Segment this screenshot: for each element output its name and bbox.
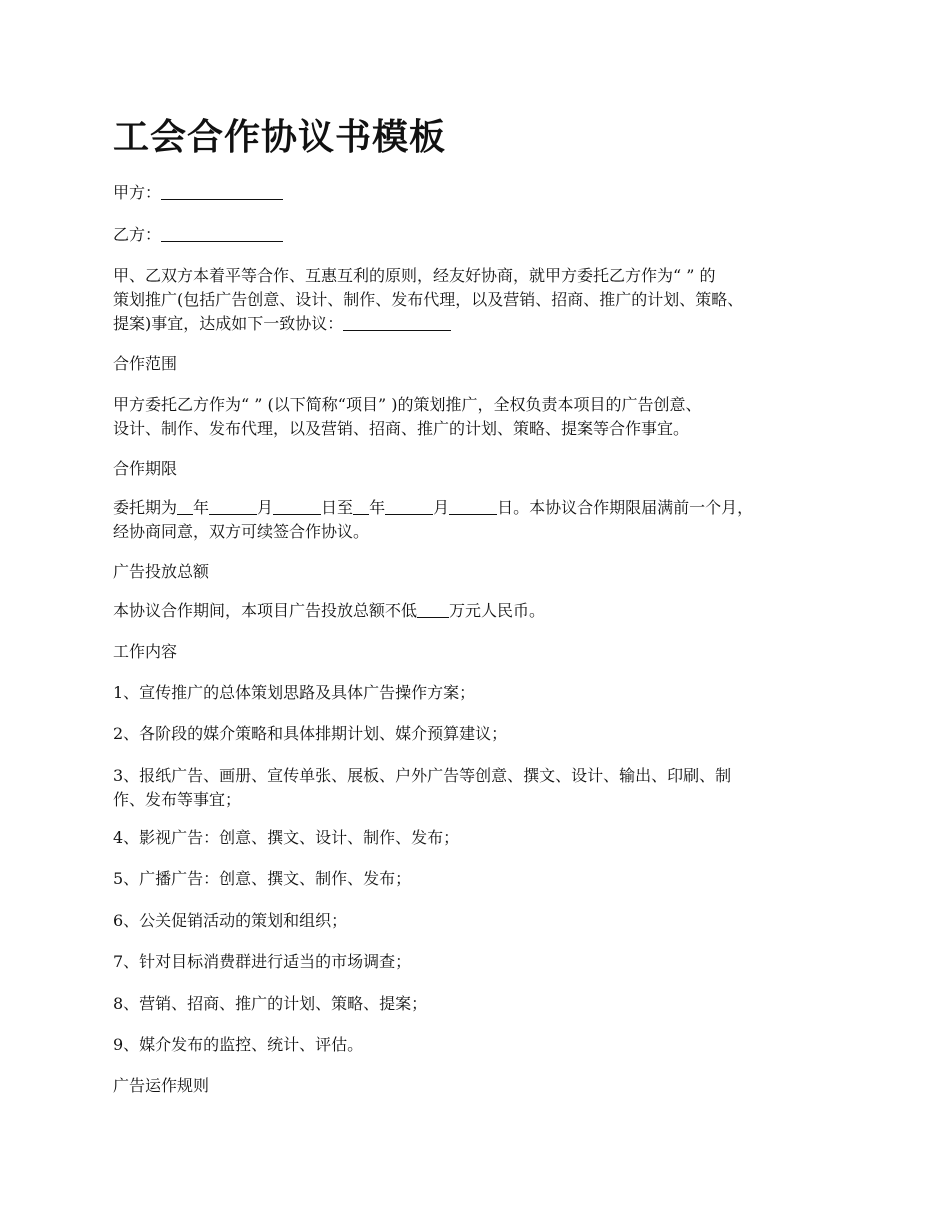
term-text-d: 日至 — [321, 498, 354, 517]
budget-amount-blank — [417, 601, 449, 618]
intro-line-3-text: 提案)事宜，达成如下一致协议： — [113, 314, 344, 333]
term-text-a: 委托期为 — [113, 498, 178, 517]
work-item-4: 4、影视广告：创意、撰文、设计、制作、发布； — [113, 828, 460, 847]
budget-line — [113, 599, 855, 622]
intro-blank — [343, 314, 451, 331]
document-title: 工会合作协议书模板 — [113, 116, 447, 158]
term-text-g: 日。本协议合作期限届满前一个月， — [497, 498, 754, 517]
party-a-blank — [161, 183, 283, 200]
work-item-5: 5、广播广告：创意、撰文、制作、发布； — [113, 869, 412, 888]
term-month-blank-2 — [385, 498, 433, 515]
work-item-2: 2、各阶段的媒介策略和具体排期计划、媒介预算建议； — [113, 724, 508, 743]
term-text-e: 年 — [369, 498, 386, 517]
term-line-1 — [113, 496, 855, 519]
work-item-1: 1、宣传推广的总体策划思路及具体广告操作方案； — [113, 683, 476, 702]
party-a-line — [113, 181, 855, 204]
work-heading: 工作内容 — [113, 642, 178, 661]
term-text-b: 年 — [193, 498, 210, 517]
intro-line-1: 甲、乙双方本着平等合作、互惠互利的原则，经友好协商，就甲方委托乙方作为“ ” 的 — [113, 266, 716, 285]
budget-heading: 广告投放总额 — [113, 562, 210, 581]
party-b-blank — [161, 225, 283, 242]
work-item-8: 8、营销、招商、推广的计划、策略、提案； — [113, 994, 428, 1013]
term-year-blank-2 — [353, 498, 369, 515]
work-item-7: 7、针对目标消费群进行适当的市场调查； — [113, 952, 412, 971]
work-item-3-line-2: 作、发布等事宜； — [113, 790, 242, 809]
party-b-line — [113, 223, 855, 246]
scope-heading: 合作范围 — [113, 354, 178, 373]
intro-line-2: 策划推广(包括广告创意、设计、制作、发布代理，以及营销、招商、推广的计划、策略、 — [113, 290, 744, 309]
scope-line-1: 甲方委托乙方作为“ ” (以下简称“项目” )的策划推广，全权负责本项目的广告创意、 — [113, 395, 702, 414]
work-item-9: 9、媒介发布的监控、统计、评估。 — [113, 1035, 364, 1054]
term-month-blank-1 — [209, 498, 257, 515]
scope-line-2: 设计、制作、发布代理，以及营销、招商、推广的计划、策略、提案等合作事宜。 — [113, 419, 690, 438]
term-heading: 合作期限 — [113, 459, 178, 478]
work-item-3-line-1: 3、报纸广告、画册、宣传单张、展板、户外广告等创意、撰文、设计、输出、印刷、制 — [113, 766, 732, 785]
term-year-blank-1 — [177, 498, 193, 515]
budget-text-a: 本协议合作期间，本项目广告投放总额不低 — [113, 601, 418, 620]
party-a-label: 甲方： — [113, 183, 162, 202]
intro-line-3 — [113, 312, 855, 335]
work-item-6: 6、公关促销活动的策划和组织； — [113, 911, 348, 930]
rules-heading: 广告运作规则 — [113, 1076, 210, 1095]
term-line-2: 经协商同意，双方可续签合作协议。 — [113, 522, 370, 541]
term-text-c: 月 — [257, 498, 274, 517]
term-day-blank-1 — [273, 498, 321, 515]
budget-text-b: 万元人民币。 — [449, 601, 546, 620]
party-b-label: 乙方： — [113, 225, 162, 244]
term-day-blank-2 — [449, 498, 497, 515]
term-text-f: 月 — [433, 498, 450, 517]
